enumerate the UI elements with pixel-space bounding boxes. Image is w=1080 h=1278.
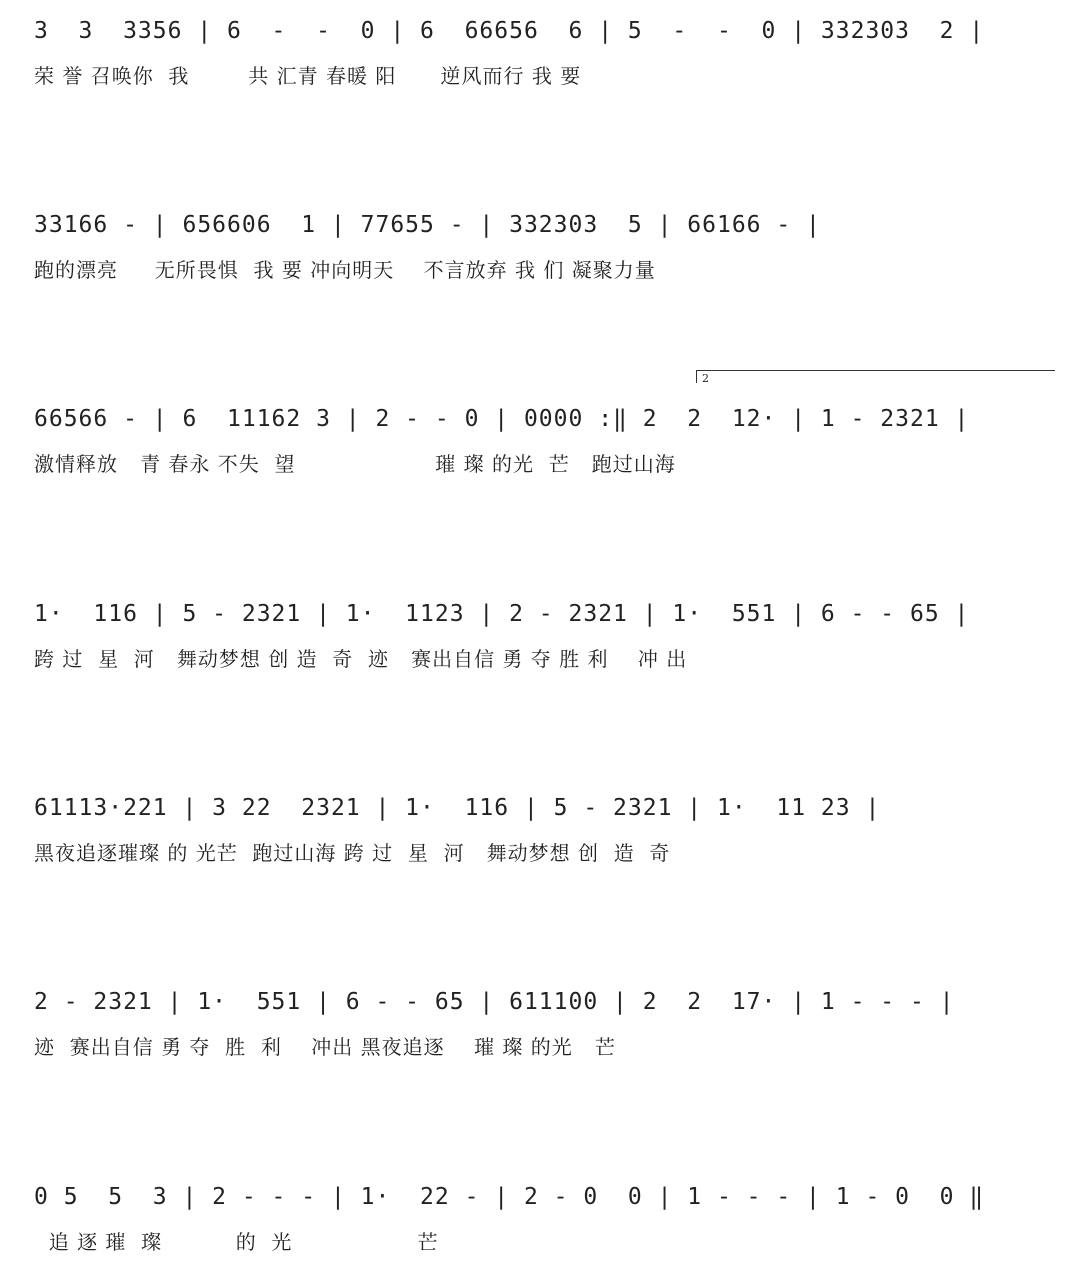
score-system-1: [0, 2, 1080, 112]
score-system-3: [0, 390, 1080, 500]
lyrics-line-3: 激情释放 青 春永 不失 望 璀 璨 的光 芒 跑过山海: [34, 452, 676, 476]
lyrics-line-6: 迹 赛出自信 勇 夺 胜 利 冲出 黑夜追逐 璀 璨 的光 芒: [34, 1035, 616, 1059]
score-system-5: [0, 779, 1080, 889]
notation-line-5: 61113·221 | 3 22 2321 | 1· 116 | 5 - 2321 | 1· 11 23 |: [34, 795, 881, 821]
notation-line-7: 0 5 5 3 | 2 - - - | 1· 22 - | 2 - 0 0 | 1 - - - | 1 - 0 0 ‖: [34, 1184, 985, 1210]
score-system-7: [0, 1168, 1080, 1278]
notation-line-2: 33166 - | 656606 1 | 77655 - | 332303 5 | 66166 - |: [34, 212, 821, 238]
notation-line-3: 66566 - | 6 11162 3 | 2 - - 0 | 0000 :‖ 2 2 12· | 1 - 2321 |: [34, 406, 970, 432]
volta-bracket: [696, 370, 1055, 383]
lyrics-line-1: 荣 誉 召唤你 我 共 汇青 春暖 阳 逆风而行 我 要: [34, 64, 582, 88]
score-system-6: [0, 973, 1080, 1083]
notation-line-4: 1· 116 | 5 - 2321 | 1· 1123 | 2 - 2321 | 1· 551 | 6 - - 65 |: [34, 601, 970, 627]
notation-line-1: 3 3 3356 | 6 - - 0 | 6 66656 6 | 5 - - 0 | 332303 2 |: [34, 18, 985, 44]
lyrics-line-2: 跑的漂亮 无所畏惧 我 要 冲向明天 不言放弃 我 们 凝聚力量: [34, 258, 656, 282]
lyrics-line-4: 跨 过 星 河 舞动梦想 创 造 奇 迹 赛出自信 勇 夺 胜 利 冲 出: [34, 647, 688, 671]
lyrics-line-7: 追 逐 璀 璨 的 光 芒: [34, 1230, 439, 1254]
score-system-4: [0, 585, 1080, 695]
volta-number: 2: [702, 372, 709, 385]
lyrics-line-5: 黑夜追逐璀璨 的 光芒 跑过山海 跨 过 星 河 舞动梦想 创 造 奇: [34, 841, 671, 865]
score-system-2: [0, 196, 1080, 306]
notation-line-6: 2 - 2321 | 1· 551 | 6 - - 65 | 611100 | 2 2 17· | 1 - - - |: [34, 989, 955, 1015]
